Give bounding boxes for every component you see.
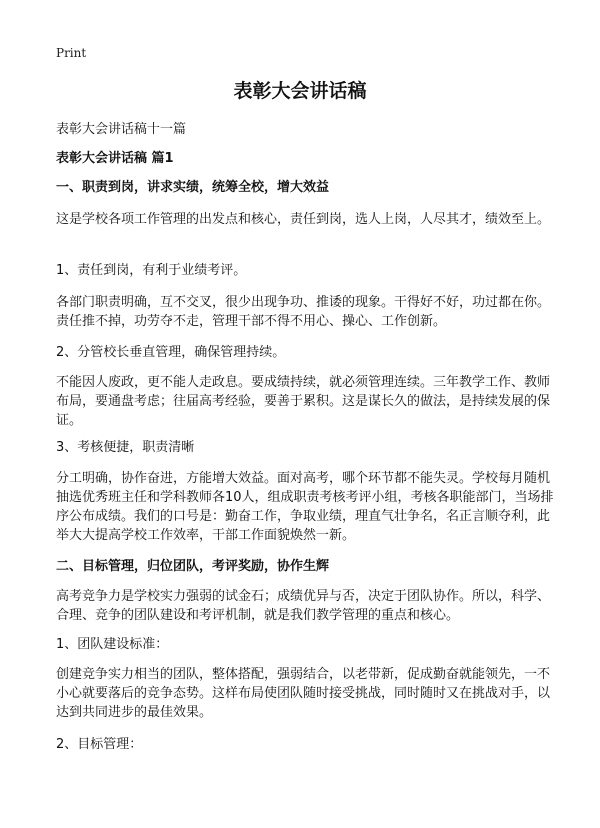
section-1-item-1-title: 1、责任到岗，有利于业绩考评。: [56, 263, 247, 278]
section-2-item-1-body: 创建竞争实力相当的团队，整体搭配，强弱结合，以老带新，促成勤奋就能领先，一不小心就要落后的竞争态势。这样布局使团队随时接受挑战，同时随时又在挑战对手，以达到共同进步的最佳效果。: [56, 667, 551, 720]
section-1-heading: 一、职责到岗，讲求实绩，统筹全校，增大效益: [56, 180, 330, 195]
document-title: 表彰大会讲话稿: [233, 80, 367, 102]
section-1-intro: 这是学校各项工作管理的出发点和核心，责任到岗，选人上岗，人尽其才，绩效至上。: [56, 212, 551, 227]
print-label: Print: [56, 46, 87, 60]
section-1-item-3-body: 分工明确，协作奋进，方能增大效益。面对高考，哪个环节都不能失灵。学校每月随机抽选优秀班主任和学科教师各10人，组成职责考核考评小组，考核各职能部门，当场排序公布成绩。我们的口号是：勤奋工作，争取业绩，理直气壮争名，名正言顺夺利，此举大大提高学校工作效率，干部工作面貌焕然一新。: [56, 471, 554, 543]
article-heading: 表彰大会讲话稿 篇1: [56, 151, 174, 166]
section-2-item-1-title: 1、团队建设标准：: [56, 637, 169, 652]
section-1-item-2-title: 2、分管校长垂直管理，确保管理持续。: [56, 345, 286, 360]
section-1-item-1-body: 各部门职责明确，互不交叉，很少出现争功、推诿的现象。干得好不好，功过都在你。责任推不掉，功劳夺不走，管理干部不得不用心、操心、工作创新。: [56, 295, 551, 329]
section-2-intro: 高考竞争力是学校实力强弱的试金石；成绩优异与否，决定于团队协作。所以，科学、合理、竞争的团队建设和考评机制，就是我们教学管理的重点和核心。: [56, 589, 551, 623]
document-subtitle: 表彰大会讲话稿十一篇: [56, 122, 187, 137]
section-1-item-2-body: 不能因人废政，更不能人走政息。要成绩持续，就必须管理连续。三年教学工作、教师布局，要通盘考虑；往届高考经验，要善于累积。这是谋长久的做法，是持续发展的保证。: [56, 375, 551, 428]
section-1-item-3-title: 3、考核便捷，职责清晰: [56, 440, 195, 455]
section-2-item-2-title: 2、目标管理：: [56, 737, 143, 752]
section-2-heading: 二、目标管理，归位团队，考评奖励，协作生辉: [56, 559, 330, 574]
